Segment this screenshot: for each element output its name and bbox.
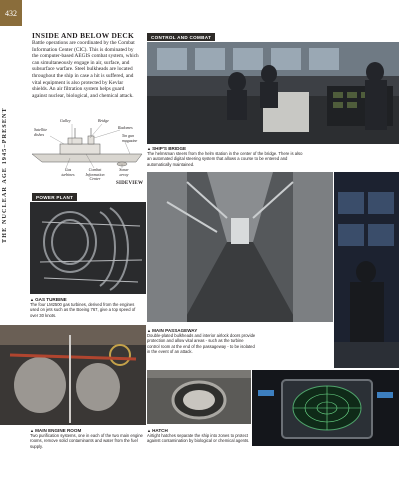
label-galley: Galley	[60, 118, 71, 123]
gas-turbine-photo	[30, 202, 146, 294]
radar-console-photo	[252, 370, 399, 446]
caption-marker-icon: ▲	[147, 328, 153, 333]
caption-main-engine-room: ▲ MAIN ENGINE ROOM Two purification systems, one in each of the two main engine rooms, remove solid contaminants and water from the fuel supply.	[30, 428, 143, 449]
caption-hatch: ▲ HATCH Airtight hatches separate the ship into zones to protect against contamination by biological or chemical agents.	[147, 428, 250, 444]
section-power-plant: POWER PLANT	[32, 193, 77, 201]
label-sonar-array: Sonar array	[119, 167, 129, 177]
section-control-and-combat: CONTROL AND COMBAT	[147, 33, 215, 41]
intro-heading: INSIDE AND BELOW DECK	[32, 31, 135, 40]
label-radomes: Radomes	[118, 125, 133, 130]
intro-text: Battle operations are coordinated by the Combat Information Center (CIC). This is dominated by the computer-based AEGIS combat system, which can simultaneously engage in air, surface, and subsurface warfare. Steel bulkheads are located throughout the ship in case a hit is suffered, and vital equipment is also protected by Kevlar shields. An air filtration system helps guard against nuclear, biological, and chemical attack.	[32, 40, 139, 99]
caption-gas-turbine: ▲ GAS TURBINE The four LM2500 gas turbines, derived from the engines used on jets such as the Boeing 767, give a top speed of over 30 knots.	[30, 297, 136, 318]
page-number: 432	[0, 0, 22, 26]
ships-bridge-photo	[147, 42, 399, 144]
main-engine-room-photo	[0, 325, 146, 425]
caption-marker-icon: ▲	[30, 297, 36, 302]
cic-photo	[334, 172, 399, 368]
caption-marker-icon: ▲	[147, 428, 153, 433]
main-passageway-photo	[147, 172, 333, 322]
caption-marker-icon: ▲	[30, 428, 36, 433]
label-bridge: Bridge	[98, 118, 109, 123]
sideview-label: SIDEVIEW	[116, 181, 144, 186]
label-cic: Combat Information Center	[85, 167, 105, 182]
running-title: THE NUCLEAR AGE 1945–PRESENT	[2, 107, 8, 243]
caption-marker-icon: ▲	[147, 146, 153, 151]
caption-ships-bridge: ▲ SHIP'S BRIDGE The helmsman steers from the helm station in the center of the bridge. There is also an automated digital steering system that allows a course to be entered and automatically maintained.	[147, 146, 303, 167]
label-satellite-dishes: Satellite dishes	[34, 127, 48, 137]
caption-main-passageway: ▲ MAIN PASSAGEWAY Double-plated bulkheads and interior airlock doors provide protection and allow vital areas - such as the turbine control room at the end of the passageway - to be isolated in the event of an attack.	[147, 328, 256, 354]
label-gun-magazine: 5in gun magazine	[122, 133, 138, 143]
label-gas-turbines: Gas turbines	[61, 167, 75, 177]
ship-sideview-diagram	[30, 118, 145, 180]
hatch-photo	[147, 370, 251, 424]
